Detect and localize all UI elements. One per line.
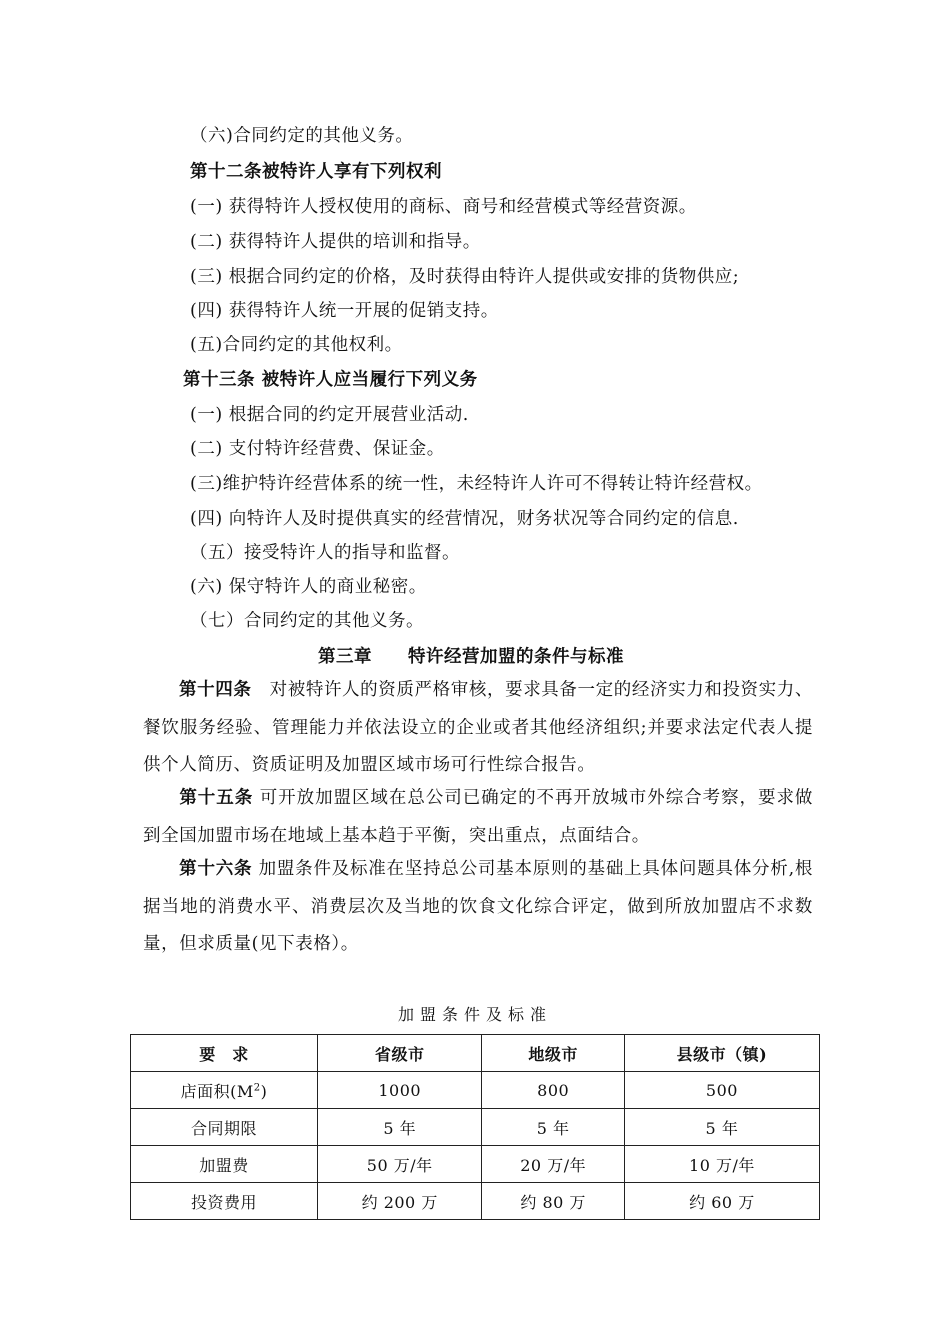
article-14-title: 第十四条 xyxy=(179,680,252,700)
right-4-line: (四) 获得特许人统一开展的促销支持。 xyxy=(190,301,499,321)
article-12-heading: 第十二条被特许人享有下列权利 xyxy=(190,162,442,182)
table-cell: 约 200 万 xyxy=(317,1183,482,1220)
table-cell: 500 xyxy=(624,1072,819,1109)
table-cell: 约 60 万 xyxy=(624,1183,819,1220)
article-14-text: 对被特许人的资质严格审核，要求具备一定的经济实力和投资实力、餐饮服务经验、管理能力并依法设立的企业或者其他经济组织;并要求法定代表人提供个人简历、资质证明及加盟区域市场可行性综合报告。 xyxy=(143,680,813,775)
obligation-2-line: (二) 支付特许经营费、保证金。 xyxy=(190,439,445,459)
table-cell: 5 年 xyxy=(482,1109,624,1146)
franchise-standards-table xyxy=(130,1034,820,1220)
table-cell: 800 xyxy=(482,1072,624,1109)
obligation-4-line: (四) 向特许人及时提供真实的经营情况，财务状况等合同约定的信息. xyxy=(190,509,739,529)
table-cell: 5 年 xyxy=(317,1109,482,1146)
obligation-1-line: (一) 根据合同的约定开展营业活动. xyxy=(190,405,469,425)
right-1-line: (一) 获得特许人授权使用的商标、商号和经营模式等经营资源。 xyxy=(190,197,697,217)
row-label-cell: 合同期限 xyxy=(131,1109,318,1146)
table-row xyxy=(131,1109,820,1146)
header-cell: 要 求 xyxy=(131,1035,318,1072)
table-header-row xyxy=(131,1035,820,1072)
table-cell: 10 万/年 xyxy=(624,1146,819,1183)
obligation-3-line: (三)维护特许经营体系的统一性，未经特许人许可不得转让特许经营权。 xyxy=(190,474,763,494)
article-15-text: 可开放加盟区域在总公司已确定的不再开放城市外综合考察，要求做到全国加盟市场在地域上基本趋于平衡，突出重点，点面结合。 xyxy=(143,788,813,846)
table-caption: 加盟条件及标准 xyxy=(397,1005,552,1024)
article-16-paragraph xyxy=(143,851,813,964)
table-row xyxy=(131,1183,820,1220)
area-close: ) xyxy=(260,1081,268,1101)
obligation-5-line: （五）接受特许人的指导和监督。 xyxy=(190,543,460,563)
right-5-line: (五)合同约定的其他权利。 xyxy=(190,335,403,355)
article-14-paragraph xyxy=(143,672,813,785)
right-3-line: (三) 根据合同约定的价格，及时获得由特许人提供或安排的货物供应; xyxy=(190,267,740,287)
table-cell: 约 80 万 xyxy=(482,1183,624,1220)
row-label-cell xyxy=(131,1072,318,1109)
article-16-text: 加盟条件及标准在坚持总公司基本原则的基础上具体问题具体分析,根据当地的消费水平、消费层次及当地的饮食文化综合评定，做到所放加盟店不求数量，但求质量(见下表格）。 xyxy=(143,859,813,954)
obligation-6b-line: (六) 保守特许人的商业秘密。 xyxy=(190,577,427,597)
article-13-heading: 第十三条 被特许人应当履行下列义务 xyxy=(183,370,478,390)
right-2-line: (二) 获得特许人提供的培训和指导。 xyxy=(190,232,481,252)
row-label-cell: 加盟费 xyxy=(131,1146,318,1183)
article-15-paragraph xyxy=(143,780,813,855)
header-cell: 省级市 xyxy=(317,1035,482,1072)
area-superscript: 2 xyxy=(253,1082,261,1094)
header-cell: 地级市 xyxy=(482,1035,624,1072)
table-cell: 1000 xyxy=(317,1072,482,1109)
table-row xyxy=(131,1146,820,1183)
obligation-6-line: （六)合同约定的其他义务。 xyxy=(190,126,414,146)
obligation-7-line: （七）合同约定的其他义务。 xyxy=(190,611,424,631)
chapter-3-heading: 第三章 特许经营加盟的条件与标准 xyxy=(318,647,624,667)
table-cell: 5 年 xyxy=(624,1109,819,1146)
article-15-title: 第十五条 xyxy=(179,788,254,808)
row-label-cell: 投资费用 xyxy=(131,1183,318,1220)
table-cell: 20 万/年 xyxy=(482,1146,624,1183)
table-row xyxy=(131,1072,820,1109)
header-cell: 县级市（镇) xyxy=(624,1035,819,1072)
area-label: 店面积(M xyxy=(180,1081,254,1101)
article-16-title: 第十六条 xyxy=(179,859,253,879)
table-cell: 50 万/年 xyxy=(317,1146,482,1183)
